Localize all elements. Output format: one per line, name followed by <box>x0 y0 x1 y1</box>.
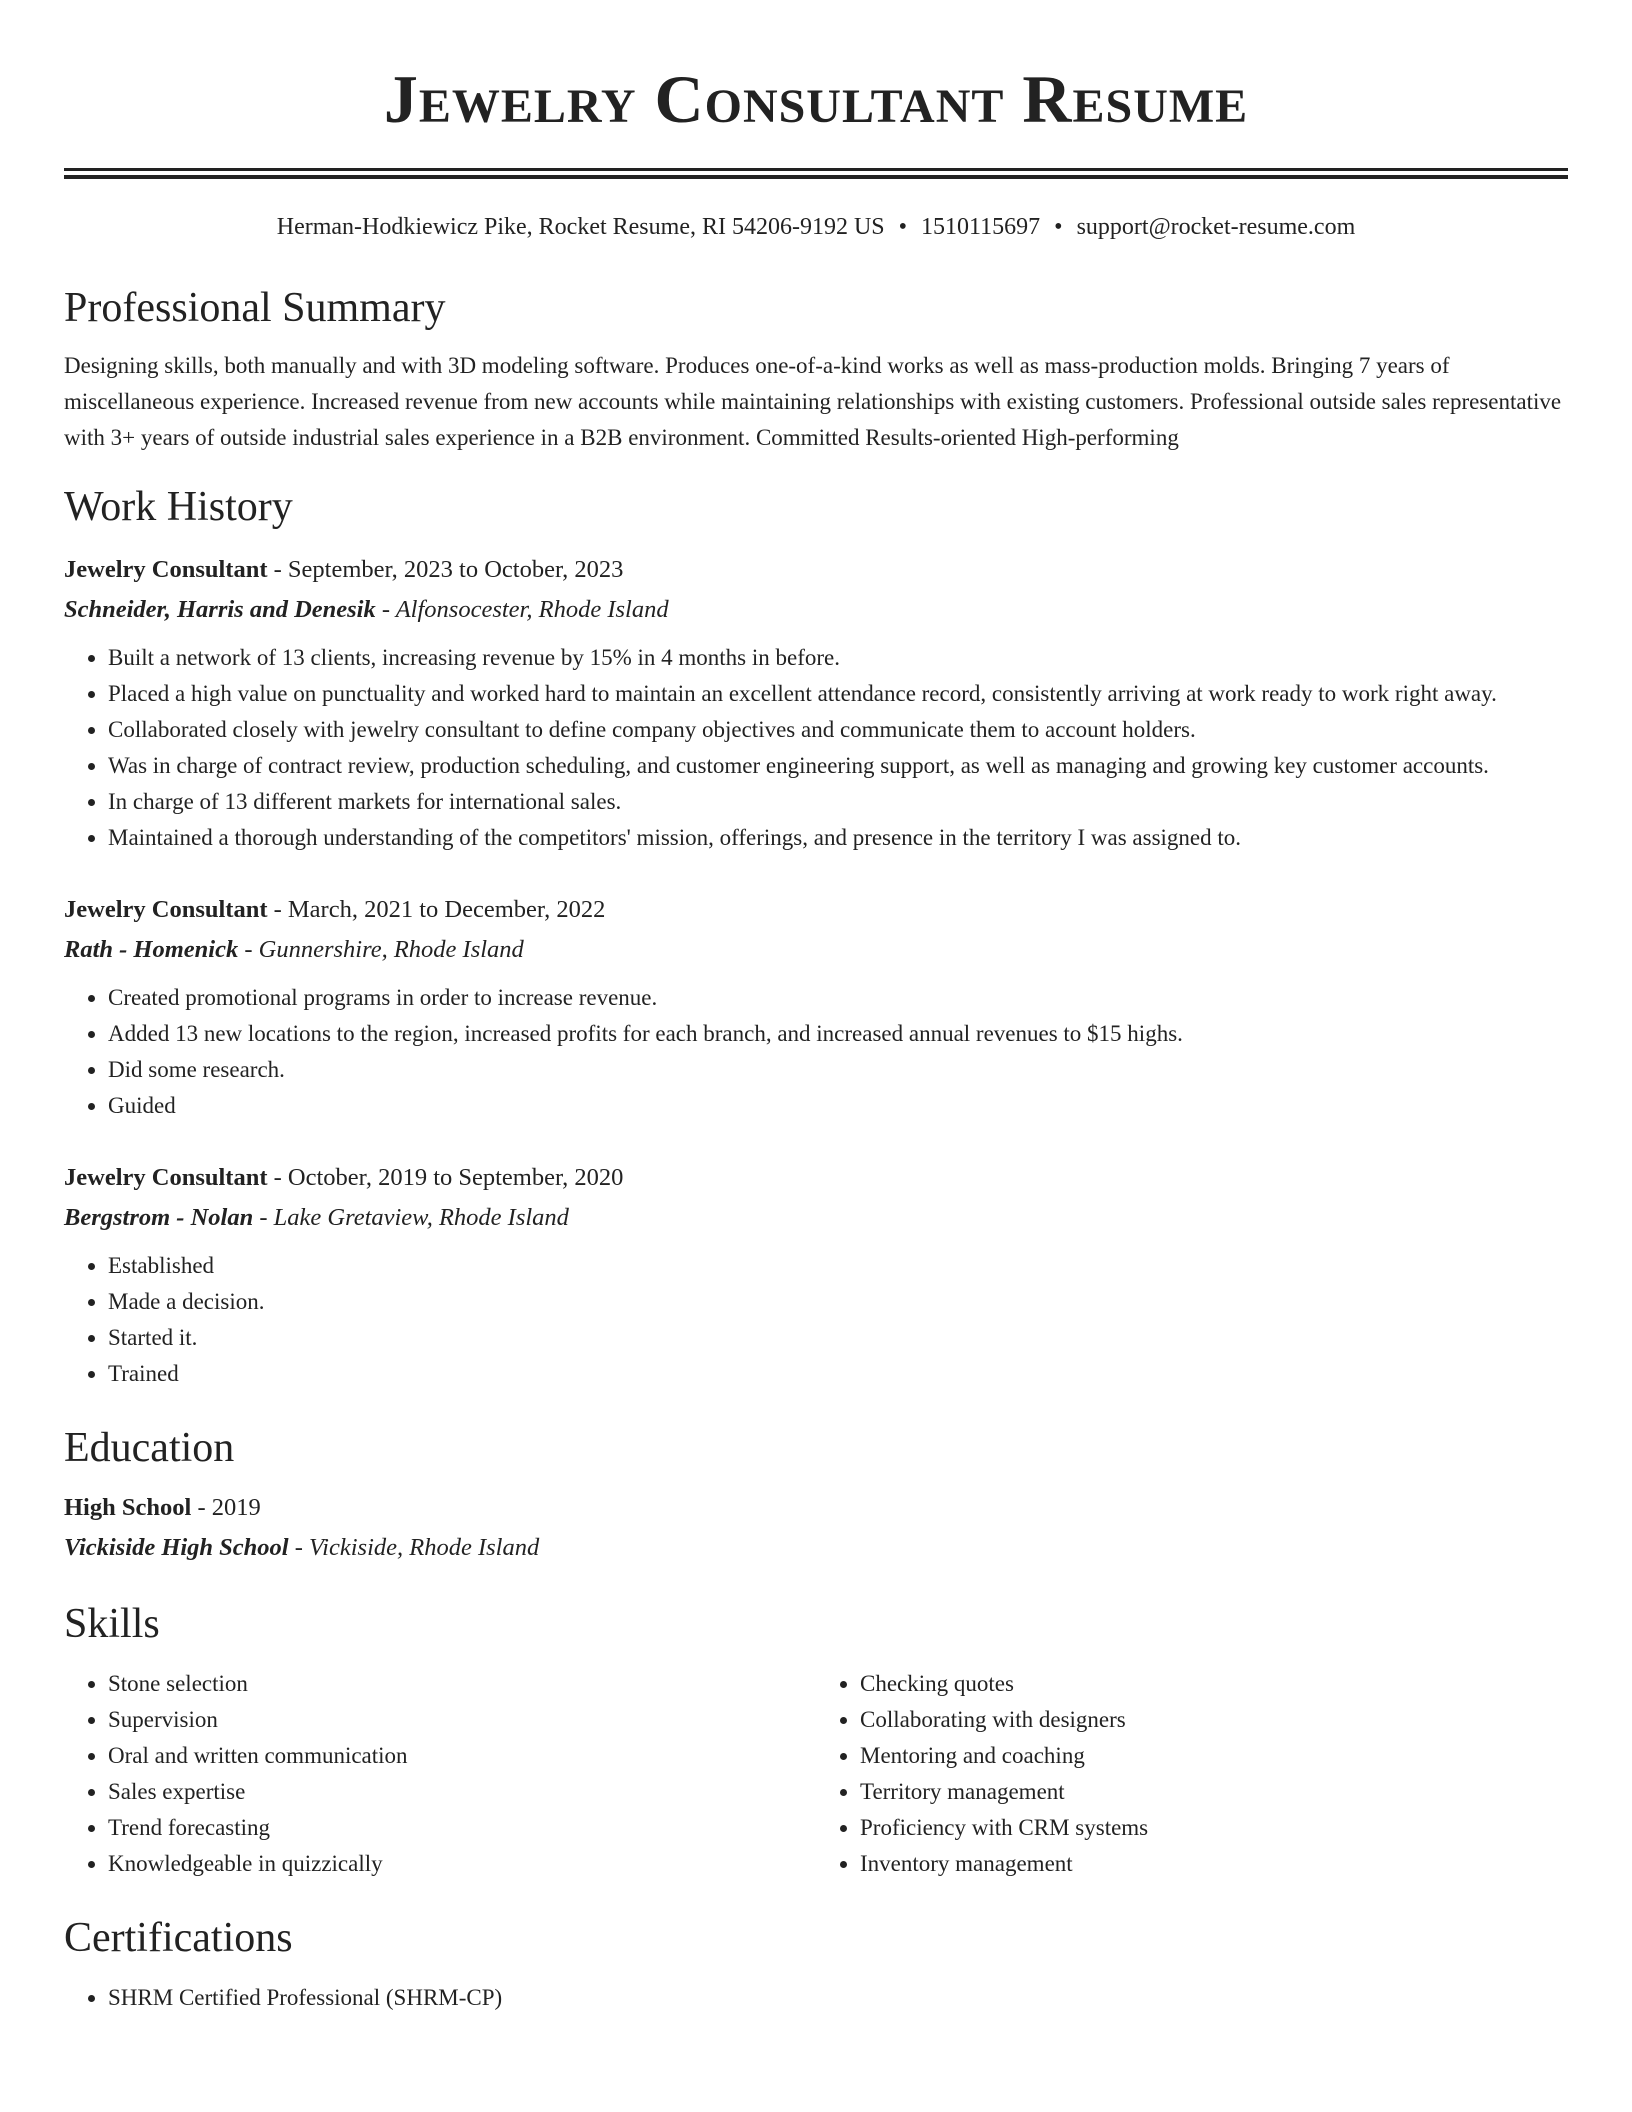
skill-item: • Territory management <box>860 1774 1568 1810</box>
skill-item: • Collaborating with designers <box>860 1702 1568 1738</box>
school-name: Vickiside High School <box>64 1534 289 1561</box>
job-entry <box>64 1158 1568 1392</box>
job-title-line <box>64 890 1568 930</box>
contact-separator: • <box>898 214 908 240</box>
skill-item: • Sales expertise <box>108 1774 816 1810</box>
certifications-heading: Certifications <box>64 1915 293 1961</box>
school-line <box>64 1528 1568 1568</box>
employer-line <box>64 590 1568 630</box>
job-bullet: • Was in charge of contract review, production scheduling, and customer engineering support, as well as managing and growing key customer accounts. <box>108 748 1568 784</box>
skills-heading: Skills <box>64 1601 160 1647</box>
job-bullets <box>64 640 1568 856</box>
degree-year: - 2019 <box>191 1494 261 1521</box>
job-title-line <box>64 1158 1568 1198</box>
job-bullet: • Placed a high value on punctuality and worked hard to maintain an excellent attendance record, consistently arriving at work ready to work right away. <box>108 676 1568 712</box>
job-bullets <box>64 980 1568 1124</box>
skill-item: • Proficiency with CRM systems <box>860 1810 1568 1846</box>
job-entry <box>64 550 1568 856</box>
skill-item: • Stone selection <box>108 1666 816 1702</box>
job-bullets <box>64 1248 1568 1392</box>
employer-line <box>64 1198 1568 1238</box>
school-location: - Vickiside, Rhode Island <box>288 1534 540 1561</box>
skill-item: • Oral and written communication <box>108 1738 816 1774</box>
certification-item: • SHRM Certified Professional (SHRM-CP) <box>108 1980 1568 2016</box>
skill-item: • Supervision <box>108 1702 816 1738</box>
job-dates: - March, 2021 to December, 2022 <box>267 896 606 923</box>
employer-location: - Alfonsocester, Rhode Island <box>375 596 669 623</box>
job-title: Jewelry Consultant <box>64 896 268 923</box>
job-bullet: • Maintained a thorough understanding of the competitors' mission, offerings, and presence in the territory I was assigned to. <box>108 820 1568 856</box>
employer-name: Bergstrom - Nolan <box>64 1204 254 1231</box>
job-bullet: • Built a network of 13 clients, increasing revenue by 15% in 4 months in before. <box>108 640 1568 676</box>
skill-item: • Inventory management <box>860 1846 1568 1882</box>
employer-name: Schneider, Harris and Denesik <box>64 596 376 623</box>
skill-item: • Mentoring and coaching <box>860 1738 1568 1774</box>
degree-line <box>64 1488 1568 1528</box>
job-bullet: • Made a decision. <box>108 1284 1568 1320</box>
job-bullet: • Created promotional programs in order to increase revenue. <box>108 980 1568 1016</box>
contact-line <box>64 212 1568 242</box>
job-title: Jewelry Consultant <box>64 1164 268 1191</box>
contact-address: Herman-Hodkiewicz Pike, Rocket Resume, RI 54206-9192 US <box>276 214 885 240</box>
certifications-section <box>64 1980 1568 2016</box>
skill-item: • Knowledgeable in quizzically <box>108 1846 816 1882</box>
employer-line <box>64 930 1568 970</box>
job-bullet: • Did some research. <box>108 1052 1568 1088</box>
contact-email[interactable]: support@rocket-resume.com <box>1076 214 1356 240</box>
job-title: Jewelry Consultant <box>64 556 268 583</box>
job-bullet: • Trained <box>108 1356 1568 1392</box>
job-bullet: • Guided <box>108 1088 1568 1124</box>
skills-columns <box>64 1666 1568 1882</box>
skill-item: • Checking quotes <box>860 1666 1568 1702</box>
job-bullet: • Collaborated closely with jewelry consultant to define company objectives and communicate them to account holders. <box>108 712 1568 748</box>
job-bullet: • Added 13 new locations to the region, increased profits for each branch, and increased annual revenues to $15 highs. <box>108 1016 1568 1052</box>
certifications-list <box>64 1980 1568 2016</box>
skills-list-right <box>816 1666 1568 1882</box>
employer-location: - Lake Gretaview, Rhode Island <box>253 1204 569 1231</box>
job-title-line <box>64 550 1568 590</box>
summary-text: Designing skills, both manually and with 3D modeling software. Produces one-of-a-kind works as well as mass-production molds. Bringing 7 years of miscellaneous experience. Increased revenue from new accounts while maintaining relationships with existing customers. Professional outside sales representative with 3+ years of outside industrial sales experience in a B2B environment. Committed Results-oriented High-performing <box>64 353 1562 450</box>
degree-name: High School <box>64 1494 192 1521</box>
job-entry <box>64 890 1568 1124</box>
employer-location: - Gunnershire, Rhode Island <box>238 936 524 963</box>
employer-name: Rath - Homenick <box>64 936 239 963</box>
title-divider <box>64 168 1568 179</box>
job-dates: - September, 2023 to October, 2023 <box>267 556 624 583</box>
skills-list-left <box>64 1666 816 1882</box>
job-bullet: • Started it. <box>108 1320 1568 1356</box>
skill-item: • Trend forecasting <box>108 1810 816 1846</box>
resume-title: Jewelry Consultant Resume <box>383 61 1249 137</box>
education-heading: Education <box>64 1425 235 1471</box>
job-dates: - October, 2019 to September, 2020 <box>267 1164 624 1191</box>
contact-separator: • <box>1054 214 1063 240</box>
education-entry <box>64 1488 1568 1568</box>
job-bullet: • Established <box>108 1248 1568 1284</box>
summary-heading: Professional Summary <box>64 285 446 331</box>
job-bullet: • In charge of 13 different markets for international sales. <box>108 784 1568 820</box>
contact-phone: 1510115697 <box>921 214 1041 240</box>
work-history-heading: Work History <box>64 484 293 530</box>
